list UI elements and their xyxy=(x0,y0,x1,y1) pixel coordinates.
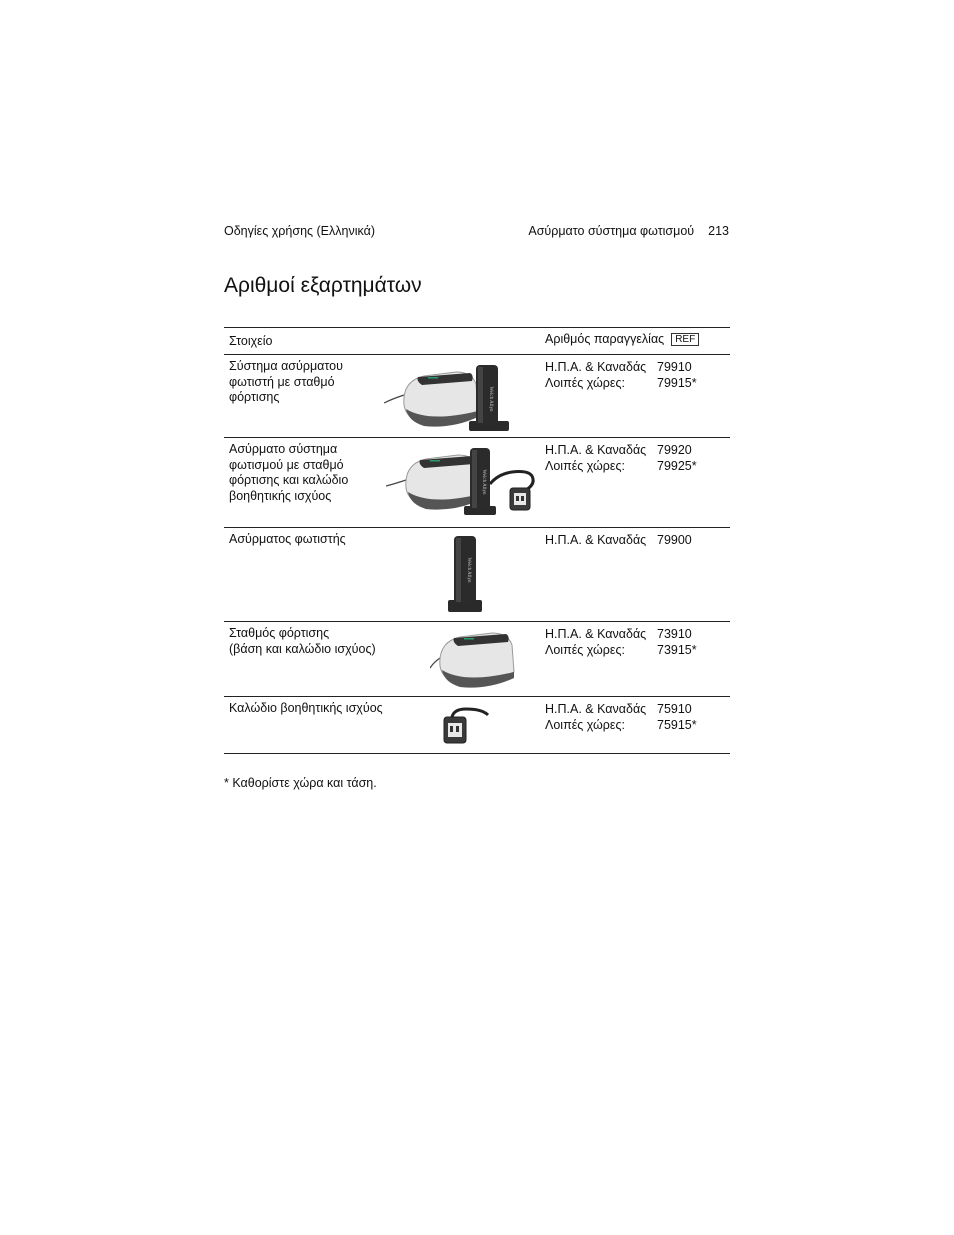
header-left: Οδηγίες χρήσης (Ελληνικά) xyxy=(224,224,375,238)
order-line xyxy=(545,442,697,458)
auxiliary-power-cord-image xyxy=(440,703,492,749)
order-line xyxy=(545,458,697,474)
order-numbers xyxy=(545,532,692,548)
table-row xyxy=(224,438,730,528)
order-region: Η.Π.Α. & Καναδάς xyxy=(545,443,647,457)
desc-line: Ασύρματος φωτιστής xyxy=(229,532,346,546)
item-description xyxy=(229,359,399,406)
order-number: 75915* xyxy=(657,718,697,732)
order-numbers xyxy=(545,701,697,733)
brand-label: Welch Allyn xyxy=(466,557,471,583)
order-number: 79925* xyxy=(657,459,697,473)
desc-line: Καλώδιο βοηθητικής ισχύος xyxy=(229,701,383,715)
desc-line: φόρτισης και καλώδιο xyxy=(229,473,349,487)
order-region: Η.Π.Α. & Καναδάς xyxy=(545,533,647,547)
table-header-row xyxy=(224,327,730,355)
order-region: Λοιπές χώρες: xyxy=(545,718,625,732)
order-number: 79915* xyxy=(657,376,697,390)
desc-line: φόρτισης xyxy=(229,390,280,404)
order-numbers xyxy=(545,626,697,658)
order-number: 79900 xyxy=(657,533,692,547)
desc-line: (βάση και καλώδιο ισχύος) xyxy=(229,641,376,656)
order-number: 73910 xyxy=(657,627,692,641)
brand-label: Welch Allyn xyxy=(481,469,486,495)
item-description xyxy=(229,532,399,548)
order-region: Λοιπές χώρες: xyxy=(545,376,625,390)
charging-station-image xyxy=(430,626,524,692)
order-region: Λοιπές χώρες: xyxy=(545,459,625,473)
header-right xyxy=(528,224,729,238)
order-numbers xyxy=(545,442,697,474)
column-header-item: Στοιχείο xyxy=(229,334,273,348)
wireless-illuminator-image xyxy=(444,534,488,616)
desc-line: Ασύρματο σύστημα xyxy=(229,442,338,456)
desc-line: φωτιστή με σταθμό xyxy=(229,374,335,389)
order-number: 79910 xyxy=(657,360,692,374)
table-row xyxy=(224,622,730,697)
order-line xyxy=(545,532,692,548)
order-number: 79920 xyxy=(657,443,692,457)
order-line xyxy=(545,626,697,642)
table-row xyxy=(224,355,730,438)
desc-line: φωτισμού με σταθμό xyxy=(229,457,344,472)
order-region: Η.Π.Α. & Καναδάς xyxy=(545,702,647,716)
item-description xyxy=(229,701,399,717)
desc-line: Σύστημα ασύρματου xyxy=(229,359,343,373)
order-line xyxy=(545,359,697,375)
order-line xyxy=(545,701,697,717)
page-number: 213 xyxy=(708,224,729,238)
illuminator-charger-power-cord-image xyxy=(386,444,546,524)
order-line xyxy=(545,375,697,391)
column-header-order xyxy=(545,332,699,346)
desc-line: Σταθμός φόρτισης xyxy=(229,626,330,640)
illuminator-with-charger-image xyxy=(384,359,534,435)
header-section-title: Ασύρματο σύστημα φωτισμού xyxy=(528,224,695,238)
order-region: Η.Π.Α. & Καναδάς xyxy=(545,360,647,374)
page-title: Αριθμοί εξαρτημάτων xyxy=(224,274,422,297)
parts-table xyxy=(224,327,730,754)
order-line xyxy=(545,717,697,733)
desc-line: βοηθητικής ισχύος xyxy=(229,488,332,503)
order-number: 75910 xyxy=(657,702,692,716)
table-row xyxy=(224,528,730,622)
order-region: Η.Π.Α. & Καναδάς xyxy=(545,627,647,641)
column-header-order-label: Αριθμός παραγγελίας xyxy=(545,332,665,346)
footnote: * Καθορίστε χώρα και τάση. xyxy=(224,776,377,790)
table-row xyxy=(224,697,730,754)
item-description xyxy=(229,442,399,504)
ref-symbol: REF xyxy=(671,333,699,346)
order-number: 73915* xyxy=(657,643,697,657)
order-region: Λοιπές χώρες: xyxy=(545,643,625,657)
order-numbers xyxy=(545,359,697,391)
order-line xyxy=(545,642,697,658)
brand-label: Welch Allyn xyxy=(488,386,493,412)
item-description xyxy=(229,626,399,657)
